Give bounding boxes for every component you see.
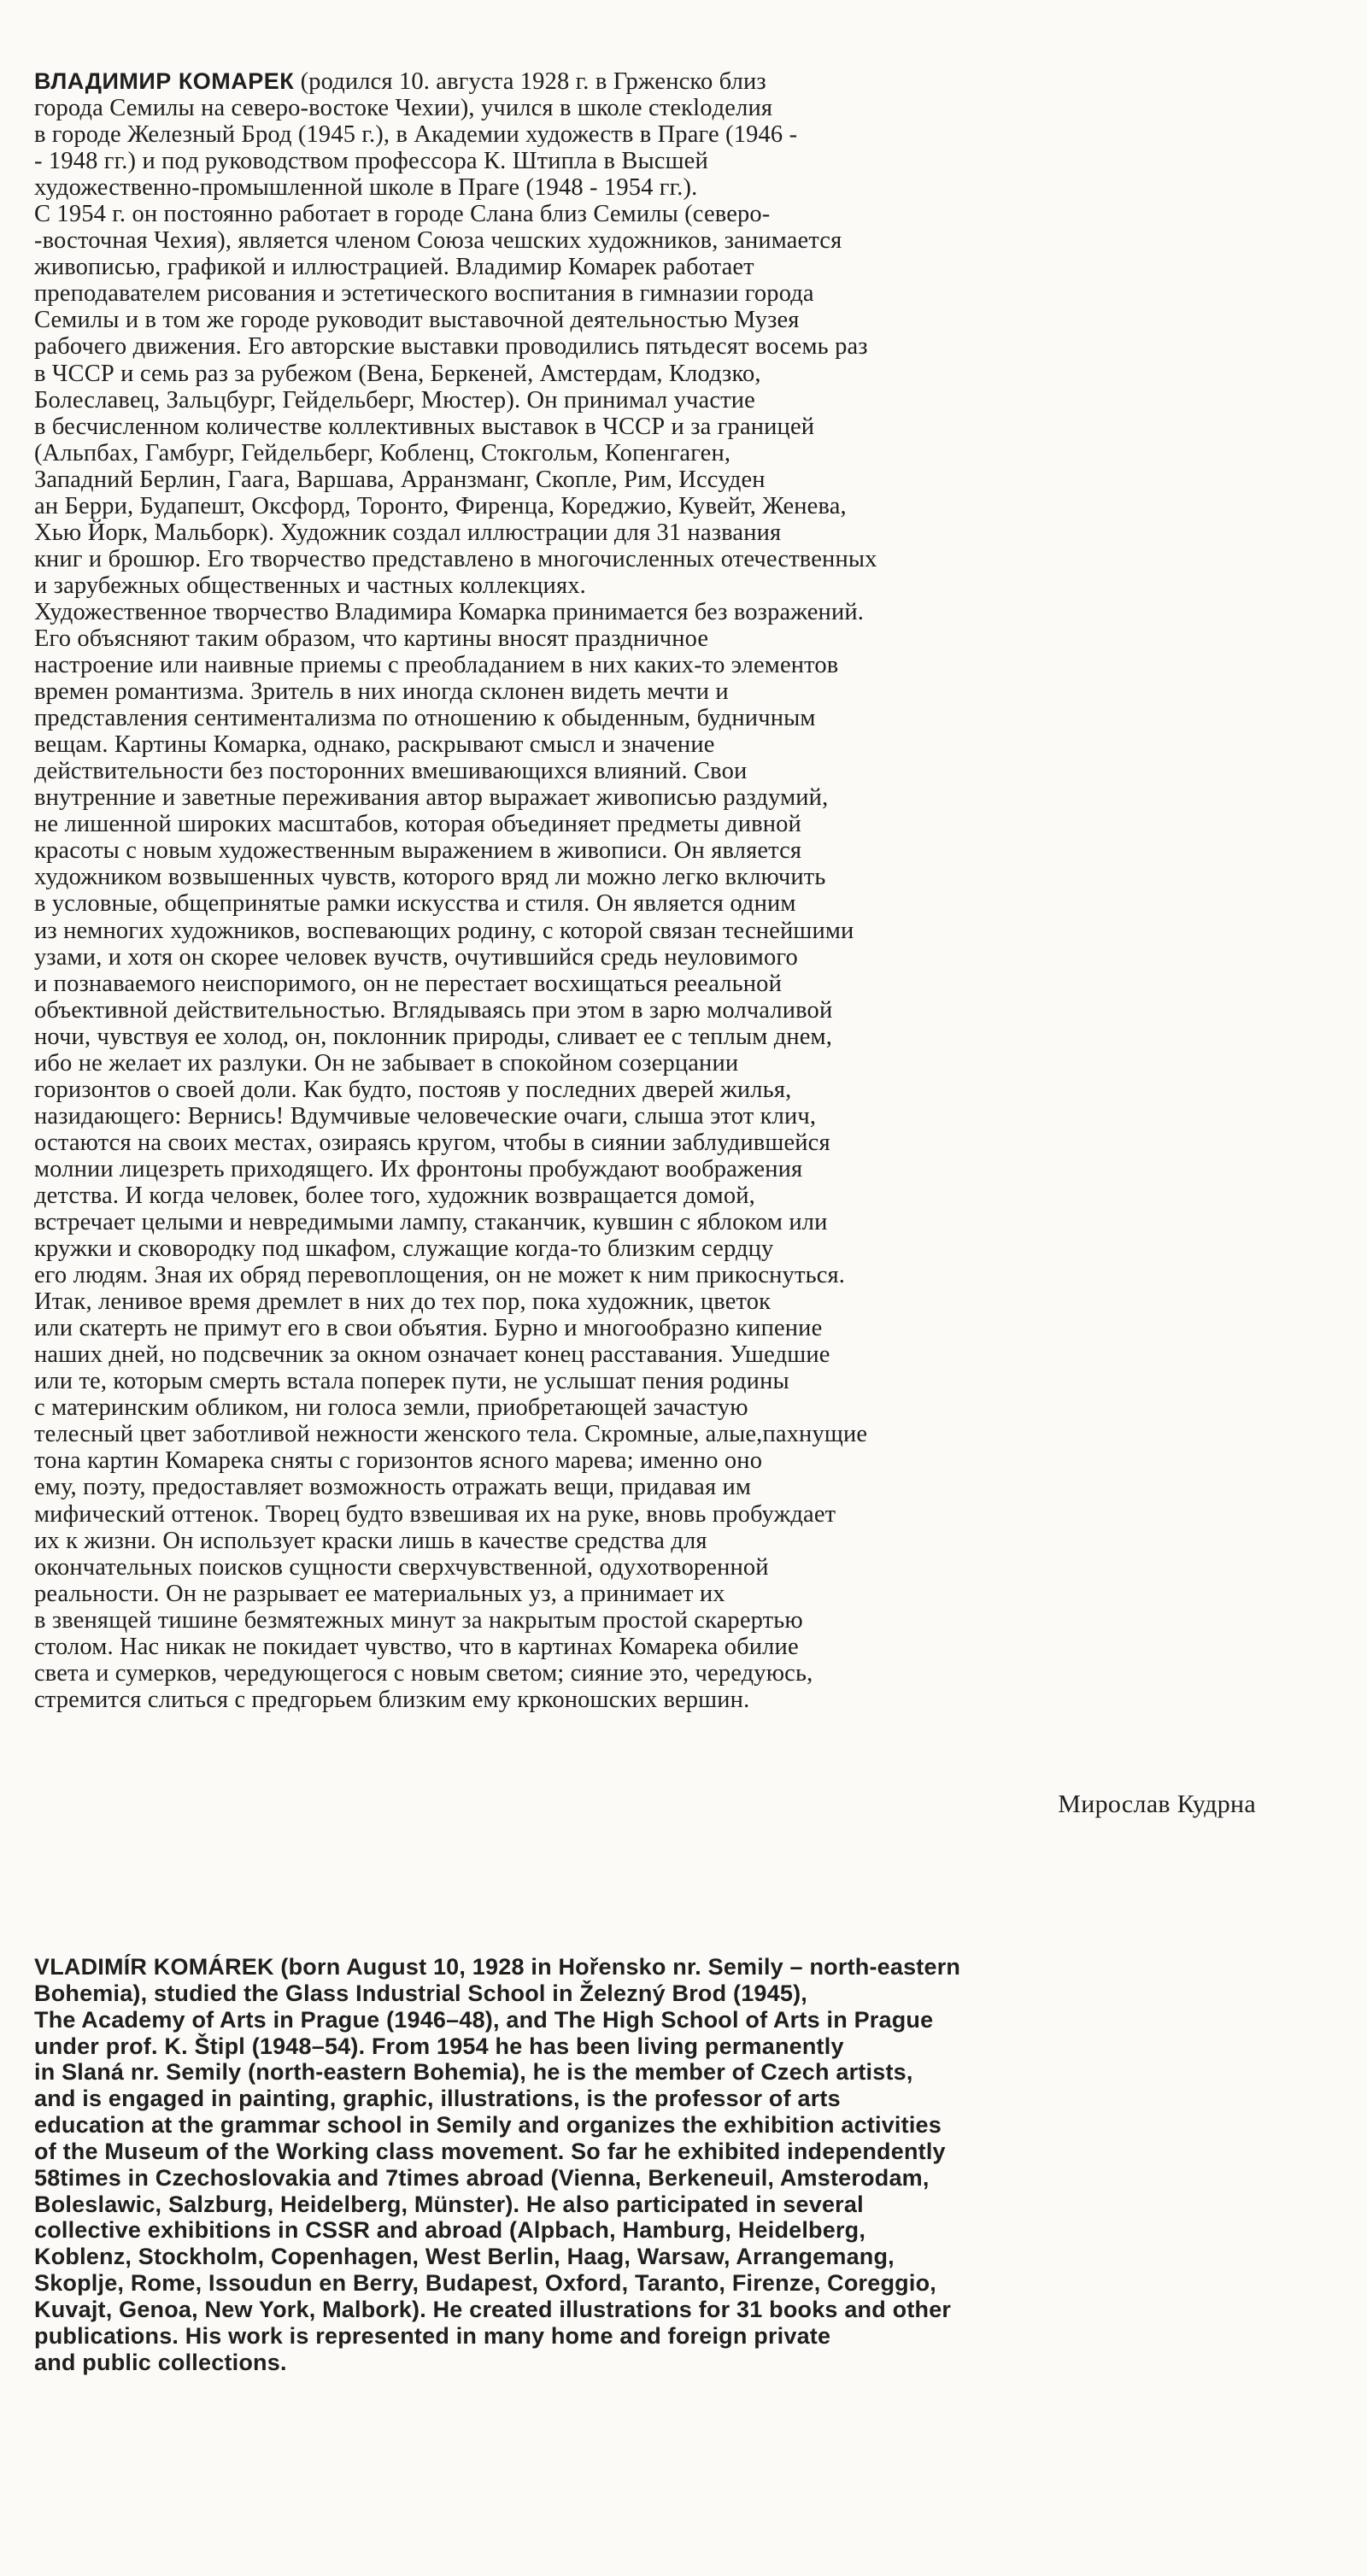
russian-first-line-text: (родился 10. августа 1928 г. в Грженско близ bbox=[294, 68, 766, 95]
russian-text-line: города Семилы на северо-востоке Чехии), учился в школе стекloделия bbox=[34, 95, 773, 122]
russian-text-line: или скатерть не примут его в свои объятия. Бурно и многообразно кипение bbox=[34, 1315, 823, 1342]
russian-text-line: в ЧССР и семь раз за рубежом (Вена, Беркеней, Амстердам, Клодзко, bbox=[34, 360, 761, 387]
russian-text-line: их к жизни. Он использует краски лишь в качестве средства для bbox=[34, 1527, 707, 1554]
russian-text-line: встречает целыми и невредимыми лампу, стаканчик, кувшин с яблоком или bbox=[34, 1209, 828, 1236]
russian-text-line: узами, и хотя он скорее человек вучств, очутившийся средь неуловимого bbox=[34, 943, 798, 971]
russian-text-line: его людям. Зная их обряд перевоплощения, он не может к ним прикоснуться. bbox=[34, 1262, 846, 1289]
english-text-lines bbox=[34, 1980, 1333, 2376]
russian-text-line: не лишенной широких масштабов, которая объединяет предметы дивной bbox=[34, 811, 801, 838]
english-text-line: collective exhibitions in CSSR and abroad (Alpbach, Hamburg, Heidelberg, bbox=[34, 2217, 866, 2244]
russian-text-line: в звенящей тишине безмятежных минут за накрытым простой скарертью bbox=[34, 1606, 803, 1634]
russian-text-line: в условные, общепринятые рамки искусства и стиля. Он является одним bbox=[34, 890, 796, 918]
russian-text-line: остаются на своих местах, озираясь кругом, чтобы в сиянии заблудившейся bbox=[34, 1129, 830, 1156]
russian-text-line: Западний Берлин, Гаага, Варшава, Арранзманг, Скопле, Рим, Иссуден bbox=[34, 466, 766, 493]
russian-first-line bbox=[34, 68, 1286, 95]
russian-text-line: в городе Железный Брод (1945 г.), в Академии художеств в Праге (1946 - bbox=[34, 121, 798, 149]
russian-signature: Мирослав Кудрна bbox=[1058, 1790, 1256, 1818]
russian-text-line: -восточная Чехия), является членом Союза чешских художников, занимается bbox=[34, 227, 842, 255]
russian-text-line: представления сентиментализма по отношению к обыденным, будничным bbox=[34, 705, 816, 732]
english-text-line: 58times in Czechoslovakia and 7times abroad (Vienna, Berkeneuil, Amsterodam, bbox=[34, 2164, 930, 2191]
english-first-line-text: (born August 10, 1928 in Hořensko nr. Semily – north-eastern bbox=[273, 1954, 961, 1980]
russian-text-line: Художественное творчество Владимира Комарка принимается без возражений. bbox=[34, 598, 865, 625]
russian-text-line: красоты с новым художественным выражением в живописи. Он является bbox=[34, 837, 802, 865]
russian-text-line: окончательных поисков сущности сверхчувственной, одухотворенной bbox=[34, 1553, 769, 1581]
russian-text-line: Итак, ленивое время дремлет в них до тех пор, пока художник, цветок bbox=[34, 1288, 772, 1316]
russian-text-line: действительности без посторонних вмешивающихся влияний. Свои bbox=[34, 758, 748, 785]
english-text-line: in Slaná nr. Semily (north-eastern Bohemia), he is the member of Czech artists, bbox=[34, 2059, 913, 2086]
russian-text-line: света и сумерков, чередующегося с новым светом; сияние это, чередуюсь, bbox=[34, 1659, 813, 1687]
english-text-line: of the Museum of the Working class movement. So far he exhibited independently bbox=[34, 2138, 946, 2164]
russian-text-line: и зарубежных общественных и частных коллекциях. bbox=[34, 572, 586, 599]
russian-text-line: в бесчисленном количестве коллективных выставок в ЧССР и за границей bbox=[34, 413, 815, 440]
russian-text-line: реальности. Он не разрывает ее материальных уз, а принимает их bbox=[34, 1580, 725, 1607]
russian-text-line: кружки и сковородку под шкафом, служащие когда-то близким сердцу bbox=[34, 1235, 774, 1263]
english-text-line: The Academy of Arts in Prague (1946–48), and The High School of Arts in Prague bbox=[34, 2006, 934, 2033]
english-text-line: under prof. K. Štipl (1948–54). From 1954 he has been living permanently bbox=[34, 2033, 844, 2059]
russian-text-line: телесный цвет заботливой нежности женского тела. Скромные, алые,пахнущие bbox=[34, 1421, 868, 1448]
russian-text-line: Семилы и в том же городе руководит выставочной деятельностью Музея bbox=[34, 307, 800, 334]
english-text-line: Koblenz, Stockholm, Copenhagen, West Berlin, Haag, Warsaw, Arrangemang, bbox=[34, 2244, 895, 2270]
russian-text-line: из немногих художников, воспевающих родину, с которой связан теснейшими bbox=[34, 917, 854, 944]
english-text-line: Skoplje, Rome, Issoudun en Berry, Budapest, Oxford, Taranto, Firenze, Coreggio, bbox=[34, 2270, 936, 2297]
english-text-line: and public collections. bbox=[34, 2349, 287, 2375]
russian-text-line: с материнским обликом, ни голоса земли, приобретающей зачастую bbox=[34, 1394, 748, 1422]
russian-text-line: рабочего движения. Его авторские выставки проводились пятьдесят восемь раз bbox=[34, 333, 868, 361]
russian-text-line: Его объясняют таким образом, что картины вносят праздничное bbox=[34, 625, 709, 652]
russian-text-line: живописью, графикой и иллюстрацией. Владимир Комарек работает bbox=[34, 254, 754, 281]
russian-text-line: ибо не желает их разлуки. Он не забывает в спокойном созерцании bbox=[34, 1049, 739, 1077]
russian-text-line: горизонтов о своей доли. Как будто, постояв у последних дверей жилья, bbox=[34, 1076, 792, 1103]
russian-text-line: детства. И когда человек, более того, художник возвращается домой, bbox=[34, 1182, 755, 1209]
russian-text-line: художником возвышенных чувств, которого вряд ли можно легко включить bbox=[34, 864, 826, 891]
russian-text-line: художественно-промышленной школе в Праге (1948 - 1954 гг.). bbox=[34, 174, 698, 202]
english-artist-name: VLADIMÍR KOMÁREK bbox=[34, 1954, 274, 1980]
english-biography bbox=[34, 1954, 1333, 2376]
russian-text-line: назидающего: Вернись! Вдумчивые человеческие очаги, слыша этот клич, bbox=[34, 1102, 817, 1130]
russian-text-line: или те, которым смерть встала поперек пути, не услышат пения родины bbox=[34, 1368, 789, 1395]
russian-text-line: книг и брошюр. Его творчество представлено в многочисленных отечественных bbox=[34, 545, 877, 572]
russian-text-line: внутренние и заветные переживания автор выражает живописью раздумий, bbox=[34, 784, 829, 812]
english-text-line: education at the grammar school in Semily and organizes the exhibition activities bbox=[34, 2112, 942, 2139]
english-text-line: publications. His work is represented in many home and foreign private bbox=[34, 2322, 831, 2349]
english-text-line: Bohemia), studied the Glass Industrial School in Železný Brod (1945), bbox=[34, 1980, 807, 2006]
english-text-line: and is engaged in painting, graphic, illustrations, is the professor of arts bbox=[34, 2086, 841, 2112]
russian-text-line: Болеславец, Зальцбург, Гейдельберг, Мюстер). Он принимал участие bbox=[34, 386, 755, 414]
russian-text-line: преподавателем рисования и эстетического воспитания в гимназии города bbox=[34, 280, 814, 308]
russian-text-line: настроение или наивные приемы с преобладанием в них каких-то элементов bbox=[34, 652, 839, 679]
english-text-line: Boleslawic, Salzburg, Heidelberg, Münster). He also participated in several bbox=[34, 2191, 864, 2217]
russian-text-line: вещам. Картины Комарка, однако, раскрывают смысл и значение bbox=[34, 731, 715, 759]
russian-text-line: и познаваемого неиспоримого, он не перестает восхищаться рееальной bbox=[34, 970, 782, 997]
russian-text-line: ему, поэту, предоставляет возможность отражать вещи, придавая им bbox=[34, 1474, 752, 1501]
russian-text-line: стремится слиться с предгорьем близким ему крконошских вершин. bbox=[34, 1686, 750, 1713]
russian-text-line: - 1948 гг.) и под руководством профессора К. Штипла в Высшей bbox=[34, 148, 708, 175]
russian-text-line: ан Берри, Будапешт, Оксфорд, Торонто, Фиренца, Кореджио, Кувейт, Женева, bbox=[34, 492, 847, 519]
russian-text-line: объективной действительностью. Вглядываясь при этом в зарю молчаливой bbox=[34, 996, 833, 1024]
russian-text-line: наших дней, но подсвечник за окном означает конец расставания. Ушедшие bbox=[34, 1341, 830, 1369]
english-text-line: Kuvajt, Genoa, New York, Malbork). He created illustrations for 31 books and other bbox=[34, 2296, 952, 2322]
russian-text-line: (Альпбах, Гамбург, Гейдельберг, Кобленц, Стокгольм, Копенгаген, bbox=[34, 439, 731, 466]
russian-text-line: Хью Йорк, Мальборк). Художник создал иллюстрации для 31 названия bbox=[34, 519, 782, 546]
russian-text-lines bbox=[34, 95, 1286, 1713]
english-first-line bbox=[34, 1954, 1333, 1980]
russian-text-line: ночи, чувствуя ее холод, он, поклонник природы, сливает ее с теплым днем, bbox=[34, 1023, 833, 1050]
russian-text-line: времен романтизма. Зритель в них иногда склонен видеть мечти и bbox=[34, 678, 729, 706]
russian-text-line: столом. Нас никак не покидает чувство, что в картинах Комарека обилие bbox=[34, 1633, 799, 1660]
russian-artist-name: ВЛАДИМИР КОМАРЕК bbox=[34, 68, 295, 94]
russian-text-line: тона картин Комарека сняты с горизонтов ясного марева; именно оно bbox=[34, 1447, 763, 1475]
russian-text-line: мифический оттенок. Творец будто взвешивая их на руке, вновь пробуждает bbox=[34, 1500, 836, 1528]
russian-text-line: молнии лицезреть приходящего. Их фронтоны пробуждают воображения bbox=[34, 1155, 803, 1182]
russian-biography bbox=[34, 68, 1286, 1713]
russian-text-line: С 1954 г. он постоянно работает в городе Слана близ Семилы (северо- bbox=[34, 201, 771, 228]
